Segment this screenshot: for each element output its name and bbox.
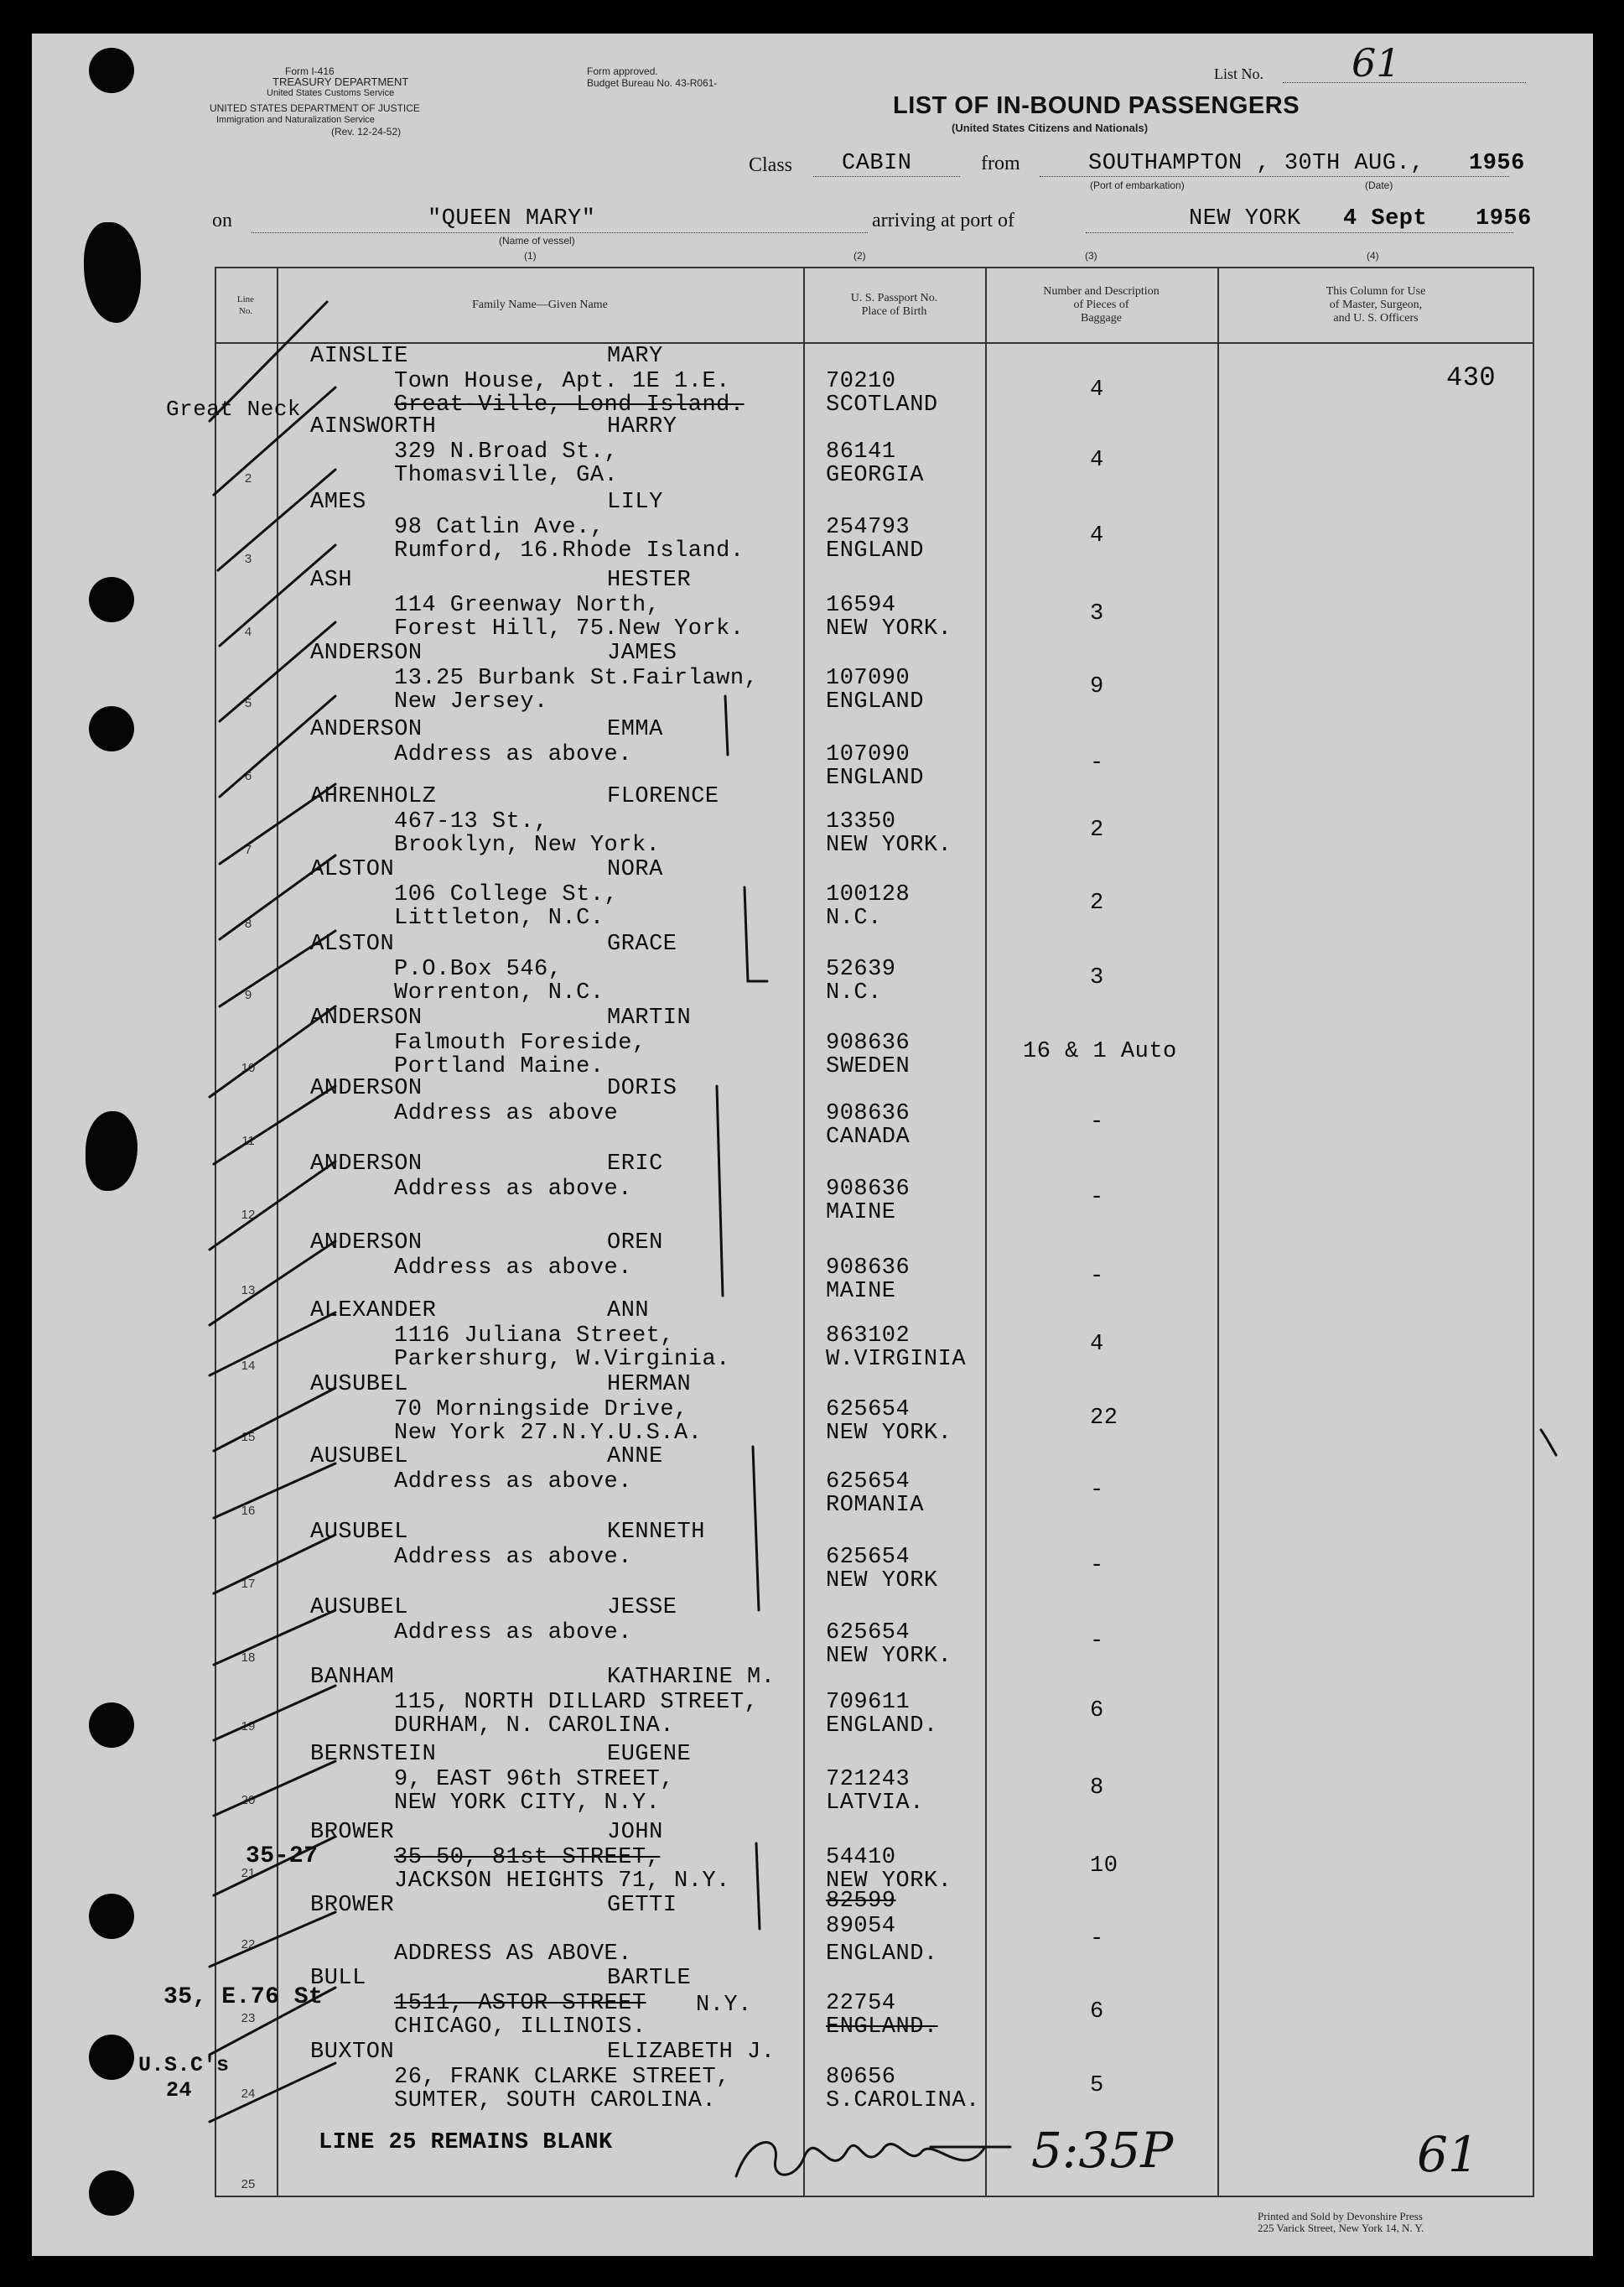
baggage-count: -: [1090, 1926, 1104, 1952]
passport-number: 908636: [826, 1031, 911, 1056]
col-rule-name: [803, 267, 805, 2197]
baggage-count: -: [1090, 1553, 1104, 1578]
address-line-2: CHICAGO, ILLINOIS.: [394, 2014, 646, 2040]
passport-number: 86141: [826, 439, 896, 465]
form-dept: TREASURY DEPARTMENT: [272, 75, 409, 88]
passport-number: 625654: [826, 1397, 911, 1422]
baggage-count: 6: [1090, 1698, 1104, 1723]
address-line-1: 467-13 St.,: [394, 809, 548, 834]
baggage-count: -: [1090, 1478, 1104, 1503]
address-line-1: 1511, ASTOR STREET: [394, 1991, 646, 2016]
family-name: AINSLIE: [310, 344, 408, 369]
passport-number: 13350: [826, 809, 896, 834]
place-of-birth: NEW YORK.: [826, 833, 952, 858]
col-header-officers: This Column for Use of Master, Surgeon, and U. S. Officers: [1326, 285, 1426, 325]
baggage-count: -: [1090, 1110, 1104, 1135]
given-name: NORA: [607, 857, 663, 882]
from-label: from: [981, 153, 1020, 174]
baggage-count: -: [1090, 1629, 1104, 1654]
family-name: AUSUBEL: [310, 1520, 408, 1545]
family-name: ALEXANDER: [310, 1298, 437, 1323]
family-name: ASH: [310, 568, 353, 593]
punch-hole: [89, 48, 134, 93]
vessel-fill: [252, 232, 868, 233]
punch-hole: [89, 577, 134, 622]
given-name: JESSE: [607, 1595, 677, 1620]
line-number: 17: [241, 1577, 256, 1591]
officers-col-number: (4): [1367, 250, 1379, 262]
from-value: SOUTHAMPTON , 30TH AUG.,: [1088, 151, 1424, 176]
baggage-count: 16 & 1 Auto: [1023, 1039, 1177, 1064]
line-number: 11: [241, 1134, 255, 1148]
address-correction-e76: 35, E.76 St: [163, 1984, 324, 2010]
line-number: 6: [244, 769, 252, 783]
given-name: MARTIN: [607, 1006, 692, 1031]
family-name: BULL: [310, 1966, 366, 1991]
address-line-2: Portland Maine.: [394, 1054, 604, 1079]
family-name: ANDERSON: [310, 717, 423, 742]
officer-number: 430: [1446, 362, 1497, 393]
place-of-birth: CANADA: [826, 1125, 911, 1150]
place-of-birth: NEW YORK: [826, 1568, 938, 1593]
vessel-name: "QUEEN MARY": [428, 206, 596, 231]
from-fill: [1040, 176, 1509, 177]
given-name: EMMA: [607, 717, 663, 742]
passport-number: 80656: [826, 2065, 896, 2090]
form-budget: Budget Bureau No. 43-R061-: [587, 77, 718, 89]
passport-number: 107090: [826, 742, 911, 767]
from-year: 1956: [1469, 151, 1525, 176]
punch-hole: [89, 1702, 134, 1748]
baggage-count: 4: [1090, 448, 1104, 473]
class-label: Class: [749, 154, 793, 176]
place-of-birth: ENGLAND: [826, 689, 924, 715]
arrival-fill: [1086, 232, 1513, 233]
punch-hole: [89, 706, 134, 751]
address-line-1: Address as above.: [394, 1255, 632, 1281]
address-line-1: 115, NORTH DILLARD STREET,: [394, 1690, 759, 1715]
baggage-count: 8: [1090, 1775, 1104, 1801]
family-name: BROWER: [310, 1820, 395, 1845]
family-name: AMES: [310, 490, 366, 515]
passport-number: 908636: [826, 1101, 911, 1126]
address-line-2: ADDRESS AS ABOVE.: [394, 1941, 632, 1967]
passport-number: 625654: [826, 1545, 911, 1570]
place-of-birth: ENGLAND.: [826, 1941, 938, 1967]
address-line-1: 26, FRANK CLARKE STREET,: [394, 2065, 730, 2090]
place-of-birth: MAINE: [826, 1200, 896, 1225]
on-label: on: [212, 210, 232, 231]
passport-number: 625654: [826, 1469, 911, 1494]
line-number: 20: [241, 1793, 256, 1807]
address-line-1: P.O.Box 546,: [394, 957, 563, 982]
family-name: ANDERSON: [310, 1151, 423, 1177]
list-no-value: 61: [1352, 40, 1401, 86]
given-name: DORIS: [607, 1076, 677, 1101]
passport-number: 52639: [826, 957, 896, 982]
baggage-count: 22: [1090, 1406, 1118, 1431]
family-name: AUSUBEL: [310, 1595, 408, 1620]
great-neck-annotation: Great Neck: [166, 397, 302, 422]
place-of-birth: ENGLAND: [826, 766, 924, 791]
place-of-birth: SCOTLAND: [826, 392, 938, 418]
place-of-birth: NEW YORK.: [826, 616, 952, 642]
place-of-birth: NEW YORK.: [826, 1644, 952, 1669]
given-name: ANNE: [607, 1444, 663, 1469]
given-name: HARRY: [607, 414, 677, 439]
address-line-1: 13.25 Burbank St.Fairlawn,: [394, 666, 759, 691]
passport-col-number: (2): [854, 250, 866, 262]
passport-number: 254793: [826, 515, 911, 540]
family-name: AHRENHOLZ: [310, 784, 437, 809]
col-header-name: Family Name—Given Name: [472, 299, 608, 311]
form-ins: Immigration and Naturalization Service: [216, 115, 375, 125]
place-of-birth: N.C.: [826, 906, 882, 931]
col-rule-passport: [985, 267, 987, 2197]
form-rev: (Rev. 12-24-52): [331, 126, 402, 138]
passport-number: 22754: [826, 1991, 896, 2016]
family-name: ANDERSON: [310, 641, 423, 666]
line-number: 4: [244, 625, 252, 639]
address-line-2: Great-Ville, Lond Island.: [394, 392, 745, 418]
address-line-2: JACKSON HEIGHTS 71, N.Y.: [394, 1869, 730, 1894]
address-line-1: 329 N.Broad St.,: [394, 439, 619, 465]
form-approved: Form approved.: [587, 65, 658, 77]
form-customs: United States Customs Service: [267, 88, 395, 98]
place-of-birth: ENGLAND: [826, 538, 924, 564]
place-of-birth: NEW YORK.: [826, 1869, 952, 1894]
address-line-2: Forest Hill, 75.New York.: [394, 616, 745, 642]
line-number: 16: [241, 1504, 256, 1518]
line-number: 12: [241, 1208, 256, 1222]
address-line-2: Thomasville, GA.: [394, 463, 619, 488]
address-line-2: Rumford, 16.Rhode Island.: [394, 538, 745, 564]
passport-number: 54410: [826, 1845, 896, 1870]
class-value: CABIN: [842, 151, 912, 176]
family-name: ANDERSON: [310, 1230, 423, 1255]
page-subtitle: (United States Citizens and Nationals): [952, 122, 1149, 134]
line-number: 22: [241, 1937, 256, 1952]
baggage-count: 2: [1090, 891, 1104, 916]
baggage-count: 2: [1090, 818, 1104, 843]
address-line-2: Worrenton, N.C.: [394, 980, 604, 1006]
line-number: 7: [244, 843, 252, 857]
given-name: ELIZABETH J.: [607, 2040, 776, 2065]
given-name: LILY: [607, 490, 663, 515]
col-header-line: Line No.: [236, 294, 255, 316]
address-line-2: DURHAM, N. CAROLINA.: [394, 1713, 675, 1739]
col-rule-line: [277, 267, 278, 2197]
given-name: ERIC: [607, 1151, 663, 1177]
vessel-caption: (Name of vessel): [499, 235, 575, 247]
address-line-2: NEW YORK CITY, N.Y.: [394, 1791, 661, 1816]
arrival-year: 1956: [1476, 206, 1532, 231]
address-line-1: Address as above.: [394, 1177, 632, 1202]
address-line-1: 9, EAST 96th STREET,: [394, 1767, 675, 1792]
printer-line-2: 225 Varick Street, New York 14, N. Y.: [1258, 2222, 1424, 2234]
passport-correction: 89054: [826, 1914, 896, 1939]
baggage-count: 4: [1090, 377, 1104, 403]
passport-number: 863102: [826, 1323, 911, 1349]
baggage-count: -: [1090, 751, 1104, 776]
given-name: KATHARINE M.: [607, 1665, 776, 1690]
baggage-count: 4: [1090, 523, 1104, 548]
col-header-passport: U. S. Passport No. Place of Birth: [850, 292, 938, 318]
passport-number: 625654: [826, 1620, 911, 1645]
baggage-count: 3: [1090, 601, 1104, 626]
address-line-1: Address as above.: [394, 742, 632, 767]
date-caption: (Date): [1365, 179, 1393, 191]
punch-hole: [89, 2035, 134, 2080]
line-number: 24: [241, 2087, 256, 2101]
page-title: LIST OF IN-BOUND PASSENGERS: [893, 92, 1300, 119]
baggage-count: 5: [1090, 2073, 1104, 2098]
given-name: BARTLE: [607, 1966, 692, 1991]
passport-number: 721243: [826, 1767, 911, 1792]
given-name: JOHN: [607, 1820, 663, 1845]
given-name: MARY: [607, 344, 663, 369]
address-line-1: 98 Catlin Ave.,: [394, 515, 604, 540]
baggage-count: 9: [1090, 674, 1104, 699]
header-rule: [215, 342, 1534, 344]
family-name: ALSTON: [310, 857, 395, 882]
address-line-1: 106 College St.,: [394, 882, 619, 907]
place-of-birth: GEORGIA: [826, 463, 924, 488]
address-line-2: New York 27.N.Y.U.S.A.: [394, 1421, 703, 1446]
family-name: ALSTON: [310, 932, 395, 957]
given-name: GRACE: [607, 932, 677, 957]
given-name: KENNETH: [607, 1520, 705, 1545]
address-line-2: New Jersey.: [394, 689, 548, 715]
address-line-1: Address as above.: [394, 1545, 632, 1570]
baggage-count: 10: [1090, 1853, 1118, 1879]
address-correction-35-27: 35-27: [246, 1843, 319, 1869]
address-line-1: 1116 Juliana Street,: [394, 1323, 675, 1349]
arrival-time: 5:35P: [1031, 2122, 1174, 2179]
passport-number: 100128: [826, 882, 911, 907]
form-number: Form I-416: [285, 65, 335, 77]
baggage-count: -: [1090, 1264, 1104, 1289]
line-number: 8: [244, 917, 252, 931]
passport-number: 908636: [826, 1177, 911, 1202]
passport-number: 709611: [826, 1690, 911, 1715]
address-line-1: Address as above.: [394, 1620, 632, 1645]
family-name: AUSUBEL: [310, 1444, 408, 1469]
address-line-1: 114 Greenway North,: [394, 593, 661, 618]
class-fill: [813, 176, 960, 177]
address-line-2: Parkershurg, W.Virginia.: [394, 1347, 730, 1372]
line-number: 19: [241, 1719, 256, 1733]
baggage-col-number: (3): [1085, 250, 1097, 262]
family-name: ANDERSON: [310, 1006, 423, 1031]
given-name: ANN: [607, 1298, 650, 1323]
line-number: 18: [241, 1650, 256, 1665]
punch-hole: [89, 2170, 134, 2216]
given-name: FLORENCE: [607, 784, 719, 809]
line-number: 13: [241, 1283, 256, 1297]
line-number: 21: [241, 1866, 256, 1880]
arrival-port: NEW YORK: [1189, 206, 1301, 231]
line-number: 14: [241, 1359, 256, 1373]
place-of-birth: W.VIRGINIA: [826, 1347, 967, 1372]
family-name: ANDERSON: [310, 1076, 423, 1101]
family-name: BANHAM: [310, 1665, 395, 1690]
given-name: HERMAN: [607, 1372, 692, 1397]
address-line-2: Littleton, N.C.: [394, 906, 604, 931]
passport-number: 107090: [826, 666, 911, 691]
place-of-birth: ROMANIA: [826, 1493, 924, 1518]
family-name: BERNSTEIN: [310, 1742, 437, 1767]
baggage-count: 3: [1090, 965, 1104, 990]
baggage-count: 6: [1090, 1999, 1104, 2025]
list-no-label: List No.: [1214, 65, 1264, 82]
printer-line-1: Printed and Sold by Devonshire Press: [1258, 2210, 1423, 2222]
address-line-2: Brooklyn, New York.: [394, 833, 661, 858]
uscs-count-label: U.S.C's: [138, 2053, 230, 2077]
punch-hole: [89, 1894, 134, 1939]
place-of-birth: ENGLAND.: [826, 1713, 938, 1739]
form-justice: UNITED STATES DEPARTMENT OF JUSTICE: [210, 102, 420, 114]
list-total: 61: [1417, 2126, 1479, 2183]
address-line-1: Town House, Apt. 1E 1.E.: [394, 369, 730, 394]
line-number: 25: [241, 2177, 256, 2191]
place-of-birth: MAINE: [826, 1279, 896, 1304]
place-of-birth: SWEDEN: [826, 1054, 911, 1079]
vessel-col-number: (1): [524, 250, 537, 262]
line-number: 2: [244, 471, 252, 486]
address-line-1: Address as above.: [394, 1469, 632, 1494]
line-number: 5: [244, 696, 252, 710]
passport-number: 70210: [826, 369, 896, 394]
line-number: 15: [241, 1430, 256, 1444]
place-of-birth: ENGLAND.: [826, 2014, 938, 2040]
given-name: JAMES: [607, 641, 677, 666]
line-number: 3: [244, 552, 252, 566]
col-rule-baggage: [1217, 267, 1219, 2197]
family-name: AUSUBEL: [310, 1372, 408, 1397]
port-embark-caption: (Port of embarkation): [1090, 179, 1185, 191]
address-line-2: SUMTER, SOUTH CAROLINA.: [394, 2088, 717, 2113]
line-number: 10: [241, 1061, 256, 1075]
uscs-count-value: 24: [166, 2078, 193, 2102]
line25-remark: LINE 25 REMAINS BLANK: [319, 2130, 613, 2155]
given-name: OREN: [607, 1230, 663, 1255]
given-name: GETTI: [607, 1893, 677, 1918]
address-line-1: Falmouth Foreside,: [394, 1031, 646, 1056]
arrival-date: 4 Sept: [1343, 206, 1428, 231]
family-name: AINSWORTH: [310, 414, 437, 439]
place-of-birth: S.CAROLINA.: [826, 2088, 980, 2113]
baggage-count: 4: [1090, 1332, 1104, 1357]
passport-number: 908636: [826, 1255, 911, 1281]
line-number: 9: [244, 988, 252, 1002]
address-line-1: Address as above: [394, 1101, 619, 1126]
passport-strikeout: 82599: [826, 1889, 896, 1914]
given-name: EUGENE: [607, 1742, 692, 1767]
family-name: BROWER: [310, 1893, 395, 1918]
given-name: HESTER: [607, 568, 692, 593]
passport-number: 16594: [826, 593, 896, 618]
place-of-birth: N.C.: [826, 980, 882, 1006]
address-suffix: N.Y.: [696, 1993, 752, 2018]
place-of-birth: NEW YORK.: [826, 1421, 952, 1446]
baggage-count: -: [1090, 1185, 1104, 1210]
line-number: 23: [241, 2011, 256, 2025]
arriving-label: arriving at port of: [872, 210, 1014, 231]
address-line-1: 35-50, 81st STREET,: [394, 1845, 661, 1870]
place-of-birth: LATVIA.: [826, 1791, 924, 1816]
family-name: BUXTON: [310, 2040, 395, 2065]
address-line-1: 70 Morningside Drive,: [394, 1397, 688, 1422]
col-header-baggage: Number and Description of Pieces of Baggage: [1043, 285, 1160, 325]
list-no-line: [1283, 82, 1526, 83]
